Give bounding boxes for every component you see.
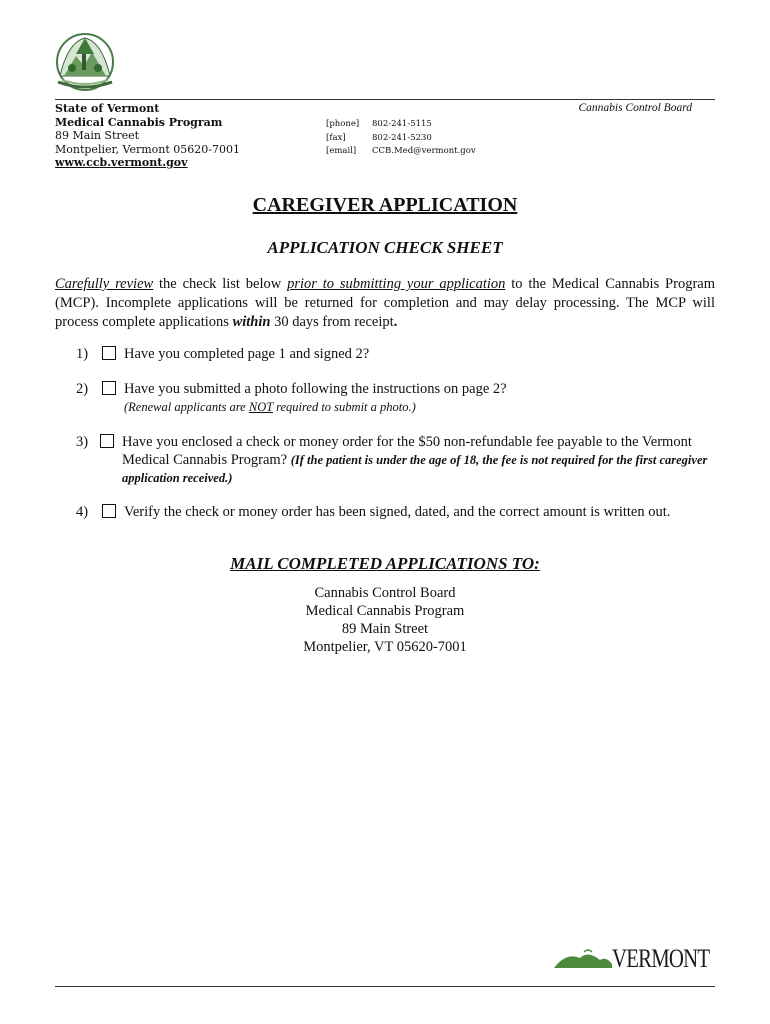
org-program: Medical Cannabis Program bbox=[55, 115, 223, 129]
mail-address bbox=[0, 584, 770, 656]
item-text: Have you submitted a photo following the instructions on page 2? bbox=[124, 381, 507, 397]
page-subtitle: APPLICATION CHECK SHEET bbox=[267, 238, 503, 257]
contact-value: 802-241-5115 bbox=[372, 119, 432, 129]
checkbox[interactable] bbox=[102, 381, 116, 395]
intro-emphasis-review: Carefully review bbox=[55, 276, 154, 292]
note-emphasis: NOT bbox=[248, 400, 273, 414]
mail-line: Montpelier, VT 05620-7001 bbox=[303, 639, 467, 655]
website-link[interactable]: www.ccb.vermont.gov bbox=[55, 156, 188, 169]
note-text: (Renewal applicants are bbox=[124, 400, 249, 414]
header-divider bbox=[55, 99, 715, 100]
org-city: Montpelier, Vermont 05620-7001 bbox=[55, 142, 240, 156]
checkbox[interactable] bbox=[102, 504, 116, 518]
checkbox[interactable] bbox=[100, 434, 114, 448]
contact-label: [phone] bbox=[326, 119, 360, 129]
intro-emphasis-prior: prior to submitting your application bbox=[287, 276, 506, 292]
intro-text: 30 days from receipt bbox=[270, 314, 394, 330]
intro-period: . bbox=[393, 314, 398, 330]
item-note bbox=[124, 398, 715, 416]
item-text: Have you completed page 1 and signed 2? bbox=[124, 346, 370, 362]
vermont-seal-icon bbox=[54, 30, 116, 94]
item-number: 2) bbox=[76, 381, 89, 397]
mail-line: Cannabis Control Board bbox=[314, 585, 456, 601]
note-text: required to submit a photo.) bbox=[272, 400, 416, 414]
mail-line: 89 Main Street bbox=[341, 621, 429, 637]
contact-email-link[interactable]: CCB.Med@vermont.gov bbox=[372, 146, 476, 156]
mail-heading: MAIL COMPLETED APPLICATIONS TO: bbox=[230, 554, 540, 573]
item-body bbox=[124, 380, 715, 416]
item-number: 1) bbox=[76, 346, 89, 362]
contact-row-phone bbox=[326, 118, 476, 132]
intro-paragraph bbox=[55, 275, 715, 332]
board-name: Cannabis Control Board bbox=[578, 102, 692, 114]
intro-text: to the Medical Cannabis Program (MCP). Incomplete applications will be returned for completion and may delay processing. The MCP will process complete applications bbox=[55, 276, 715, 330]
contact-row-fax bbox=[326, 132, 476, 146]
contact-label: [fax] bbox=[326, 132, 346, 143]
item-text: Have you enclosed a check or money order for the $50 non-refundable fee payable to the Vermont Medical Cannabis Program? bbox=[122, 434, 692, 468]
footer-divider bbox=[55, 986, 715, 987]
org-street: 89 Main Street bbox=[55, 129, 140, 142]
item-note: (If the patient is under the age of 18, the fee is not required for the first caregiver application received.) bbox=[122, 453, 708, 485]
intro-text: the check list below bbox=[153, 276, 288, 292]
contact-value: 802-241-5230 bbox=[372, 132, 432, 143]
org-state: State of Vermont bbox=[55, 102, 160, 115]
contact-label: [email] bbox=[326, 146, 357, 156]
contact-block bbox=[326, 118, 476, 159]
item-number: 3) bbox=[76, 434, 89, 450]
page-title bbox=[0, 194, 770, 217]
item-body bbox=[122, 433, 715, 487]
mail-line: Medical Cannabis Program bbox=[305, 603, 465, 619]
page-title-text: CAREGIVER APPLICATION bbox=[252, 194, 518, 216]
item-number: 4) bbox=[76, 504, 89, 520]
contact-row-email bbox=[326, 145, 476, 159]
intro-emphasis-within: within bbox=[232, 314, 271, 330]
return-address bbox=[55, 102, 240, 170]
item-text: Verify the check or money order has been signed, dated, and the correct amount is written out. bbox=[124, 504, 671, 520]
vermont-wordmark: VERMONT bbox=[612, 944, 710, 973]
checkbox[interactable] bbox=[102, 346, 116, 360]
